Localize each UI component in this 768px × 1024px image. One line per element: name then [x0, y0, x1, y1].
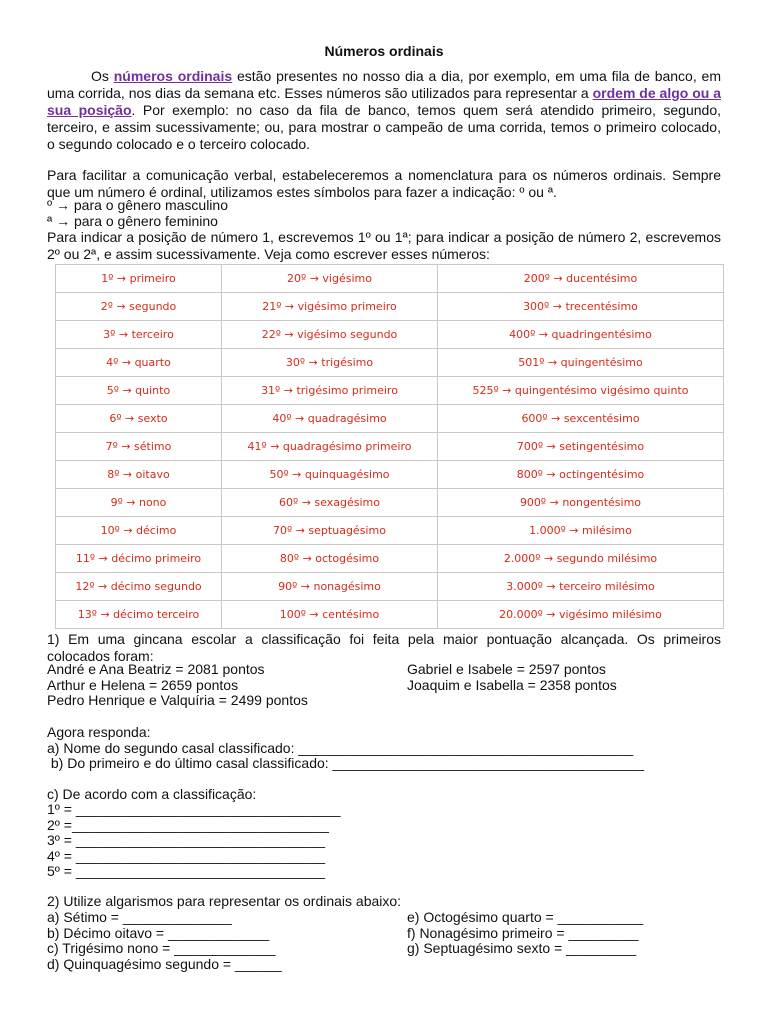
page-title: Números ordinais: [324, 43, 444, 59]
score-line: Gabriel e Isabele = 2597 pontos: [407, 661, 606, 677]
table-row: [56, 461, 724, 489]
question-1a[interactable]: a) Nome do segundo casal classificado: ___________________________________________: [47, 740, 634, 756]
table-cell: 8º → oitavo: [56, 461, 222, 489]
table-cell: 50º → quinquagésimo: [222, 461, 438, 489]
table-cell: 80º → octogésimo: [222, 545, 438, 573]
answer-prompt: Agora responda:: [47, 724, 151, 740]
table-row: [56, 489, 724, 517]
rank-answer-line[interactable]: 3º = ________________________________: [47, 832, 326, 848]
table-cell: 20º → vigésimo: [222, 265, 438, 293]
table-cell: 600º → sexcentésimo: [438, 405, 724, 433]
table-row: [56, 349, 724, 377]
table-cell: 21º → vigésimo primeiro: [222, 293, 438, 321]
ordinal-answer-line[interactable]: f) Nonagésimo primeiro = _________: [407, 925, 639, 941]
question-1c-title: c) De acordo com a classificação:: [47, 786, 257, 802]
table-row: [56, 545, 724, 573]
intro-text-2: estão presentes no nosso dia a dia, por exemplo, em uma fila de banco, em uma corrida, nos dias da semana etc. Esses números são utilizados para representar a: [47, 68, 722, 101]
table-row: [56, 377, 724, 405]
table-row: [56, 433, 724, 461]
rank-answer-line[interactable]: 2º =_________________________________: [47, 817, 329, 833]
ordinal-answer-line[interactable]: b) Décimo oitavo = _____________: [47, 925, 270, 941]
table-cell: 800º → octingentésimo: [438, 461, 724, 489]
intro-text-3: . Por exemplo: no caso da fila de banco, temos quem será atendido primeiro, segundo, terceiro, e assim sucessivamente; ou, para mostrar o campeão de uma corrida, temos o primeiro colocado, o segundo colocado e o terceiro colocado.: [47, 102, 721, 152]
table-cell: 30º → trigésimo: [222, 349, 438, 377]
table-cell: 3.000º → terceiro milésimo: [438, 573, 724, 601]
table-cell: 13º → décimo terceiro: [56, 601, 222, 629]
table-cell: 41º → quadragésimo primeiro: [222, 433, 438, 461]
table-cell: 525º → quingentésimo vigésimo quinto: [438, 377, 724, 405]
rank-answer-line[interactable]: 4º = ________________________________: [47, 848, 326, 864]
table-cell: 400º → quadringentésimo: [438, 321, 724, 349]
table-cell: 200º → ducentésimo: [438, 265, 724, 293]
numeros-ordinais-link[interactable]: números ordinais: [113, 68, 233, 84]
feminine-indicator: ª → para o gênero feminino: [47, 213, 218, 229]
table-cell: 2º → segundo: [56, 293, 222, 321]
table-row: [56, 601, 724, 629]
ordinal-answer-line[interactable]: a) Sétimo = ______________: [47, 909, 232, 925]
table-row: [56, 321, 724, 349]
table-row: [56, 293, 724, 321]
table-cell: 20.000º → vigésimo milésimo: [438, 601, 724, 629]
score-line: Arthur e Helena = 2659 pontos: [47, 677, 239, 693]
table-row: [56, 573, 724, 601]
table-cell: 12º → décimo segundo: [56, 573, 222, 601]
table-cell: 6º → sexto: [56, 405, 222, 433]
table-cell: 11º → décimo primeiro: [56, 545, 222, 573]
table-cell: 10º → décimo: [56, 517, 222, 545]
table-cell: 1º → primeiro: [56, 265, 222, 293]
ordinals-table: [55, 264, 724, 629]
ordinal-answer-line[interactable]: c) Trigésimo nono = _____________: [47, 940, 276, 956]
ordinal-answer-line[interactable]: e) Octogésimo quarto = ___________: [407, 909, 644, 925]
table-cell: 900º → nongentésimo: [438, 489, 724, 517]
score-line: André e Ana Beatriz = 2081 pontos: [47, 661, 265, 677]
question-1b[interactable]: b) Do primeiro e do último casal classificado: ________________________________________: [47, 755, 645, 771]
table-cell: 31º → trigésimo primeiro: [222, 377, 438, 405]
table-cell: 40º → quadragésimo: [222, 405, 438, 433]
table-cell: 4º → quarto: [56, 349, 222, 377]
intro-text-1: Os: [91, 68, 114, 84]
table-cell: 90º → nonagésimo: [222, 573, 438, 601]
table-cell: 700º → setingentésimo: [438, 433, 724, 461]
table-row: [56, 265, 724, 293]
table-cell: 1.000º → milésimo: [438, 517, 724, 545]
table-cell: 300º → trecentésimo: [438, 293, 724, 321]
nomenclature-paragraph: Para facilitar a comunicação verbal, estabeleceremos a nomenclatura para os números ordinais. Sempre que um número é ordinal, utilizamos estes símbolos para fazer a indicação: º ou ª.: [47, 167, 721, 200]
table-cell: 22º → vigésimo segundo: [222, 321, 438, 349]
ordinal-answer-line[interactable]: d) Quinquagésimo segundo = ______: [47, 956, 282, 972]
table-cell: 5º → quinto: [56, 377, 222, 405]
table-cell: 70º → septuagésimo: [222, 517, 438, 545]
table-row: [56, 517, 724, 545]
table-cell: 2.000º → segundo milésimo: [438, 545, 724, 573]
table-cell: 7º → sétimo: [56, 433, 222, 461]
ordinal-answer-line[interactable]: g) Septuagésimo sexto = _________: [407, 940, 637, 956]
score-line: Pedro Henrique e Valquíria = 2499 pontos: [47, 692, 308, 708]
table-cell: 9º → nono: [56, 489, 222, 517]
rank-answer-line[interactable]: 1º = __________________________________: [47, 801, 341, 817]
position-paragraph: Para indicar a posição de número 1, escrevemos 1º ou 1ª; para indicar a posição de número 2, escrevemos 2º ou 2ª, e assim sucessivamente. Veja como escrever esses números:: [47, 229, 721, 262]
table-cell: 60º → sexagésimo: [222, 489, 438, 517]
table-cell: 100º → centésimo: [222, 601, 438, 629]
score-line: Joaquim e Isabella = 2358 pontos: [407, 677, 617, 693]
table-row: [56, 405, 724, 433]
question-2-statement: 2) Utilize algarismos para representar os ordinais abaixo:: [47, 893, 402, 909]
ordem-posicao-link[interactable]: ordem de algo ou a sua posição: [47, 85, 721, 118]
masculine-indicator: º → para o gênero masculino: [47, 197, 228, 213]
rank-answer-line[interactable]: 5º = ________________________________: [47, 863, 326, 879]
question-1-statement: 1) Em uma gincana escolar a classificação foi feita pela maior pontuação alcançada. Os primeiros colocados foram:: [47, 631, 721, 664]
intro-paragraph: [47, 68, 721, 153]
table-cell: 501º → quingentésimo: [438, 349, 724, 377]
table-cell: 3º → terceiro: [56, 321, 222, 349]
